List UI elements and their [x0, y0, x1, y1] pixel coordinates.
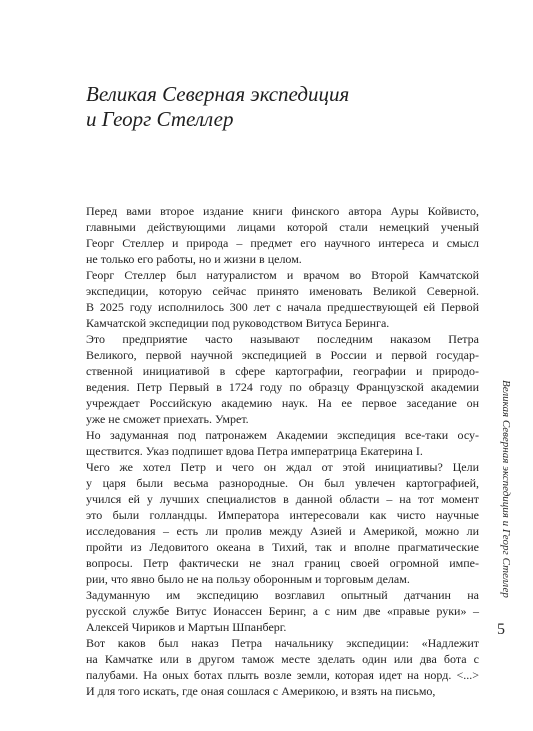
text-line: ведения. Петр Первый в 1724 году по образцу Французской академии — [86, 380, 479, 394]
text-line: палубами. На оных ботах плыть возле земли, которая идет на норд. <...> — [86, 668, 479, 682]
paragraph — [86, 267, 479, 331]
text-line: учреждает Российскую академию наук. На ее первое заседание он — [86, 396, 479, 410]
text-line: на Камчатке или в другом тамож месте зделать один или два бота с — [86, 652, 479, 666]
text-line: это были голландцы. Императора интересовали как чисто научные — [86, 508, 479, 522]
text-line: Это предприятие часто называют последним наказом Петра — [86, 332, 479, 346]
paragraph — [86, 459, 479, 587]
page-number: 5 — [497, 621, 505, 638]
text-line: у царя были весьма разнородные. Он был увлечен картографией, — [86, 476, 479, 490]
paragraph — [86, 635, 479, 699]
paragraph — [86, 203, 479, 267]
text-line: Вот каков был наказ Петра начальнику экспедиции: «Надлежит — [86, 636, 479, 650]
text-line: пройти из Ледовитого океана в Тихий, так и вполне прагматические — [86, 540, 479, 554]
text-line: уже не сможет приехать. Умрет. — [86, 412, 249, 426]
text-line: Но задуманная под патронажем Академии экспедиция все-таки осу- — [86, 428, 479, 442]
chapter-title-line-1: Великая Северная экспедиция — [86, 82, 350, 106]
text-line: И для того искать, где оная сошлася с Америкою, и взять на письмо, — [86, 684, 436, 698]
paragraph — [86, 587, 479, 635]
chapter-title-line-2: и Георг Стеллер — [86, 107, 234, 131]
text-line: вопросы. Петр фактически не знал границ своей огромной импе- — [86, 556, 479, 570]
running-head: Великая Северная экспедиция и Георг Стеллер — [500, 380, 512, 598]
text-line: Камчатской экспедиции под руководством Витуса Беринга. — [86, 316, 390, 330]
text-line: Перед вами второе издание книги финского автора Ауры Койвисто, — [86, 204, 479, 218]
body-text — [86, 203, 479, 699]
text-line: ществится. Указ подпишет вдова Петра императрица Екатерина I. — [86, 444, 423, 458]
paragraph — [86, 427, 479, 459]
text-line: Задуманную им экспедицию возглавил опытный датчанин на — [86, 588, 479, 602]
chapter-title — [86, 82, 486, 132]
text-line: Георг Стеллер и природа – предмет его научного интереса и смысл — [86, 236, 479, 250]
text-line: учился ей у лучших специалистов в данной области – на тот момент — [86, 492, 479, 506]
text-line: исследования – есть ли пролив между Азией и Америкой, можно ли — [86, 524, 479, 538]
text-line: В 2025 году исполнилось 300 лет с начала предшествующей ей Первой — [86, 300, 479, 314]
text-line: Алексей Чириков и Мартын Шпанберг. — [86, 620, 287, 634]
text-line: не только его работы, но и жизни в целом. — [86, 252, 302, 266]
text-line: рии, что явно было не на пользу оборонным и торговым делам. — [86, 572, 410, 586]
text-line: главными действующими лицами которой стали немецкий ученый — [86, 220, 479, 234]
text-line: экспедиции, которую сейчас принято именовать Великой Северной. — [86, 284, 479, 298]
paragraph — [86, 331, 479, 427]
text-line: русской службе Витус Ионассен Беринг, а с ним две «правые руки» – — [86, 604, 479, 618]
text-line: ственной инициативой в сфере картографии, географии и природо- — [86, 364, 479, 378]
text-line: Чего же хотел Петр и чего он ждал от этой инициативы? Цели — [86, 460, 479, 474]
text-line: Великого, первой научной экспедицией в России и первой государ- — [86, 348, 479, 362]
text-line: Георг Стеллер был натуралистом и врачом во Второй Камчатской — [86, 268, 479, 282]
